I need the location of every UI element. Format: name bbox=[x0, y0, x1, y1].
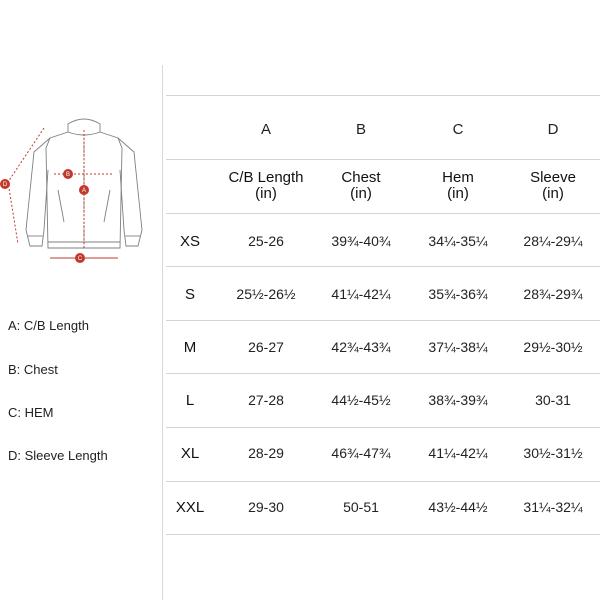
marker-d: D bbox=[2, 182, 8, 188]
table-cell: 27-28 bbox=[248, 392, 284, 408]
table-cell: 41¼-42¼ bbox=[331, 286, 391, 302]
marker-c: C bbox=[77, 256, 83, 262]
size-label-xxl: XXL bbox=[175, 499, 205, 516]
table-cell: 38¾-39¾ bbox=[428, 392, 488, 408]
column-letter-b: B bbox=[355, 121, 366, 138]
table-rule bbox=[166, 266, 600, 267]
column-header-cb-length: C/B Length (in) bbox=[228, 169, 304, 202]
table-cell: 50-51 bbox=[343, 499, 379, 515]
table-rule bbox=[166, 159, 600, 160]
size-label-m: M bbox=[183, 339, 197, 356]
table-cell: 34¼-35¼ bbox=[428, 233, 488, 249]
table-cell: 28-29 bbox=[248, 445, 284, 461]
table-rule bbox=[166, 213, 600, 214]
table-rule bbox=[166, 534, 600, 535]
size-label-xs: XS bbox=[179, 233, 200, 250]
table-cell: 26-27 bbox=[248, 339, 284, 355]
table-cell: 25-26 bbox=[248, 233, 284, 249]
table-cell: 35¾-36¾ bbox=[428, 286, 488, 302]
table-cell: 30-31 bbox=[535, 392, 571, 408]
table-cell: 41¼-42¼ bbox=[428, 445, 488, 461]
size-label-xl: XL bbox=[180, 445, 200, 462]
table-cell: 42¾-43¾ bbox=[331, 339, 391, 355]
table-cell: 37¼-38¼ bbox=[428, 339, 488, 355]
table-rule bbox=[166, 320, 600, 321]
table-rule bbox=[166, 481, 600, 482]
legend-item-d: D: Sleeve Length bbox=[8, 448, 108, 463]
table-cell: 29-30 bbox=[248, 499, 284, 515]
table-cell: 43½-44½ bbox=[428, 499, 488, 515]
table-rule bbox=[166, 427, 600, 428]
table-rule bbox=[166, 373, 600, 374]
marker-b: B bbox=[65, 172, 71, 178]
jacket-outline-icon bbox=[0, 110, 160, 270]
table-cell: 29½-30½ bbox=[523, 339, 583, 355]
column-letter-d: D bbox=[547, 121, 559, 138]
column-header-hem: Hem (in) bbox=[442, 169, 474, 202]
jacket-measurement-diagram bbox=[0, 110, 160, 270]
table-rule bbox=[166, 95, 600, 96]
table-cell: 46¾-47¾ bbox=[331, 445, 391, 461]
table-cell: 30½-31½ bbox=[523, 445, 583, 461]
legend-item-a: A: C/B Length bbox=[8, 318, 89, 333]
legend-item-b: B: Chest bbox=[8, 362, 58, 377]
column-letter-c: C bbox=[452, 121, 464, 138]
table-cell: 25½-26½ bbox=[236, 286, 296, 302]
size-label-s: S bbox=[184, 286, 195, 303]
size-label-l: L bbox=[185, 392, 195, 409]
table-cell: 44½-45½ bbox=[331, 392, 391, 408]
table-cell: 39¾-40¾ bbox=[331, 233, 391, 249]
column-letter-a: A bbox=[260, 121, 271, 138]
table-cell: 28¾-29¾ bbox=[523, 286, 583, 302]
legend-item-c: C: HEM bbox=[8, 405, 54, 420]
column-header-chest: Chest (in) bbox=[341, 169, 381, 202]
table-cell: 31¼-32¼ bbox=[523, 499, 583, 515]
panel-divider bbox=[162, 65, 163, 600]
table-cell: 28¼-29¼ bbox=[523, 233, 583, 249]
marker-a: A bbox=[81, 188, 87, 194]
column-header-sleeve: Sleeve (in) bbox=[530, 169, 576, 202]
